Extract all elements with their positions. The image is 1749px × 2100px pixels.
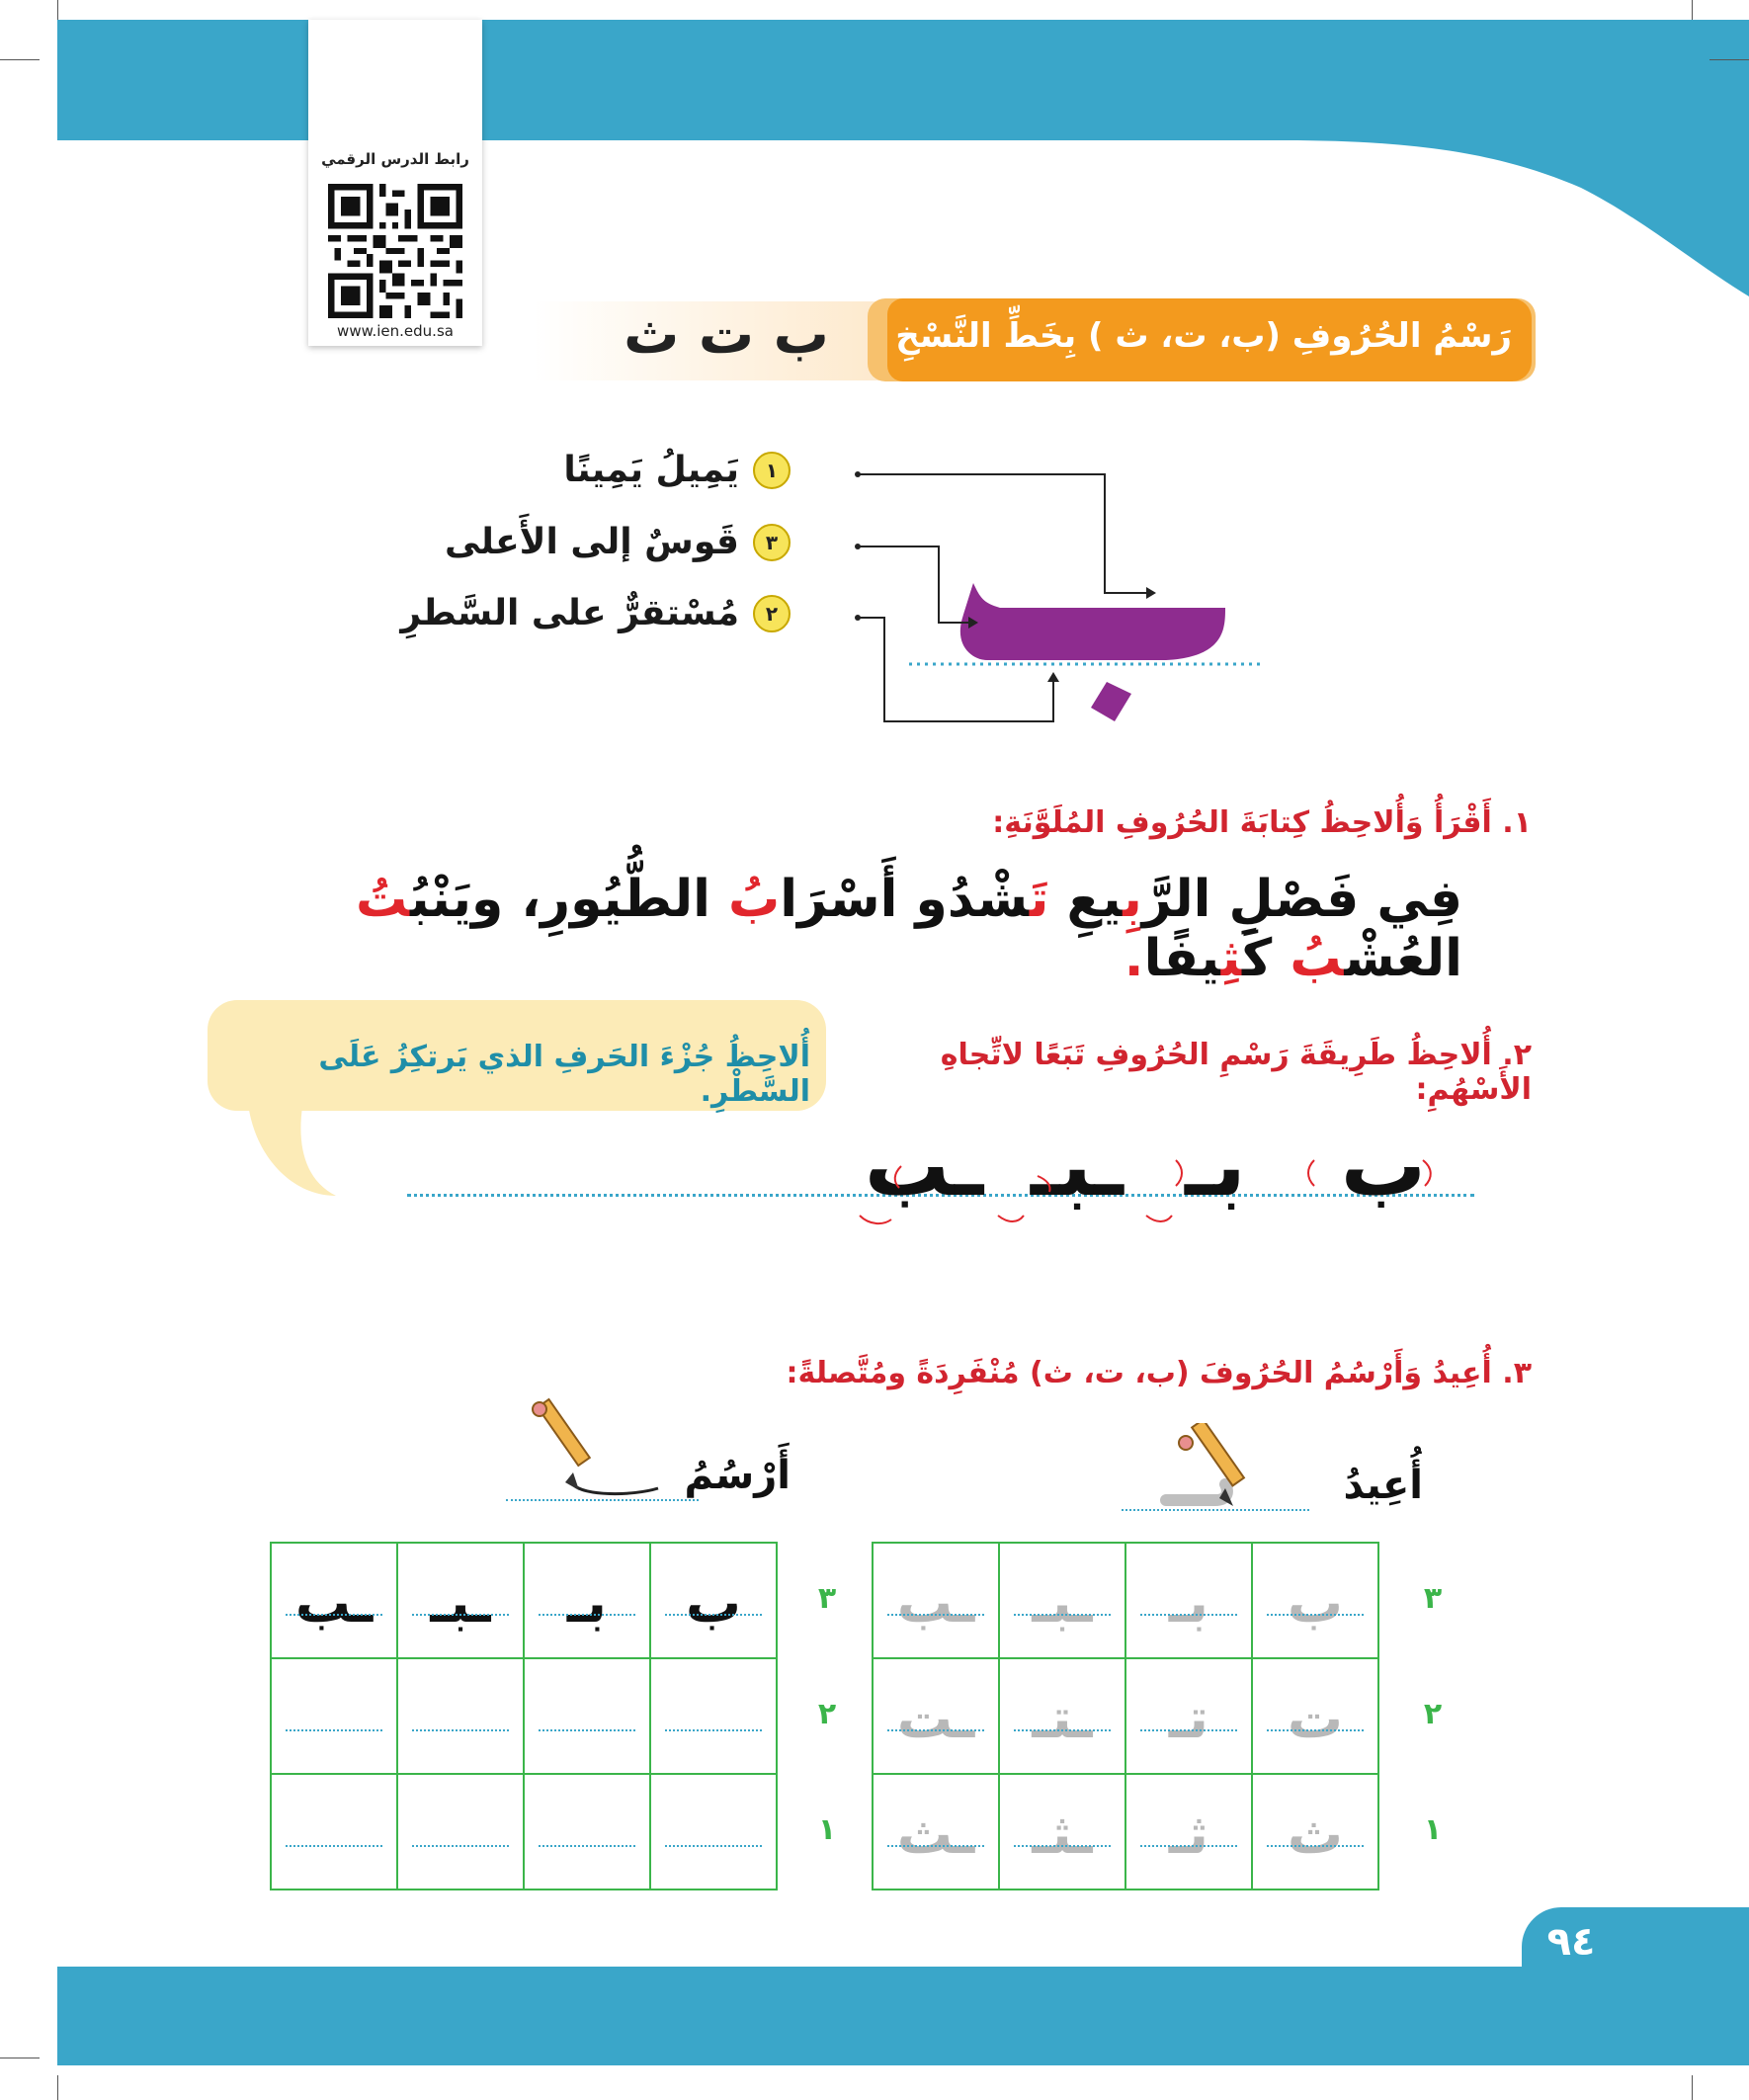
sentence-highlight: تُ [355,870,410,929]
sentence-highlight: بُ [728,870,781,929]
grid-cell[interactable] [524,1774,650,1890]
grid-cell[interactable] [397,1543,524,1658]
tip-bubble-text: أُلاحِظُ جُزْءَ الحَرفِ الذي يَرتكِزُ عَلَى السَّطْرِ. [318,1040,810,1109]
table-row [271,1658,777,1774]
sentence-part: الطُّيُورِ، ويَنْبُ [410,870,729,929]
crop-mark [1692,2075,1693,2100]
crop-mark [57,2075,58,2100]
grid-cell[interactable] [650,1658,777,1774]
qr-code-icon[interactable] [328,184,462,318]
sentence-part: يعِ [1048,870,1124,929]
sentence-part: كَ [1241,929,1291,988]
page-number: ٩٤ [1546,1919,1596,1965]
grid-cell[interactable] [650,1543,777,1658]
grid-cell[interactable] [271,1543,397,1658]
step-label: يَمِيلُ يَمِينًا [563,450,739,490]
row-number: ٣ [817,1581,837,1616]
grid-cell[interactable] [397,1774,524,1890]
row-number: ٣ [1423,1581,1443,1616]
qr-card[interactable] [308,20,482,346]
qr-title: رابط الدرس الرقمي [321,150,469,168]
step-label: مُسْتقرٌّ على السَّطرِ [400,593,739,633]
pencil-icon [524,1393,672,1512]
letter-form-isolated: ب [1340,1117,1427,1216]
trace-glyph: ـتـ [1032,1686,1093,1751]
grid-cell[interactable] [1125,1543,1252,1658]
grid-cell[interactable] [873,1658,999,1774]
grid-cell[interactable] [524,1658,650,1774]
trace-glyph: ـت [896,1686,975,1751]
top-banner-curve [1285,20,1749,296]
letter-form-medial: ـبـ [1031,1117,1124,1216]
grid-cell[interactable] [271,1774,397,1890]
model-glyph: ـب [294,1570,374,1636]
crop-mark [0,59,40,60]
step-number: ٢ [753,595,791,632]
grid-cell[interactable] [1252,1658,1378,1774]
table-row [873,1774,1378,1890]
table-row [271,1543,777,1658]
row-number: ١ [817,1812,837,1847]
trace-glyph: ث [1287,1802,1344,1867]
trace-glyph: ـثـ [1032,1802,1093,1867]
grid-cell[interactable] [1252,1543,1378,1658]
table-row [873,1543,1378,1658]
step-label: قَوسٌ إلى الأَعلى [444,522,739,562]
letter-form-initial: بـ [1185,1117,1246,1216]
repeat-label: أُعِيدُ [1343,1463,1423,1508]
step-1 [563,450,791,490]
grid-cell[interactable] [999,1658,1125,1774]
sentence-highlight: تَ [1029,870,1049,929]
draw-grid [270,1542,778,1890]
step-number: ٣ [753,524,791,561]
exercise-2-instruction: ٢. أُلاحِظُ طَرِيقَةَ رَسْمِ الحُرُوفِ تَبَعًا لاتِّجاهِ الأَسْهُمِ: [940,1038,1532,1107]
sentence-highlight: بُ [1290,929,1345,988]
letter-ba-shape [961,583,1225,660]
grid-cell[interactable] [1125,1774,1252,1890]
trace-glyph: ـبـ [1032,1570,1093,1636]
letter-form-final: ـب [864,1117,984,1216]
exercise-1-instruction: ١. أَقْرَأُ وَأُلاحِظُ كِتابَةَ الحُرُوفِ المُلَوَّنَةِ: [992,805,1532,840]
grid-cell[interactable] [873,1543,999,1658]
sentence-highlight: . [1124,929,1144,988]
trace-glyph: ب [1287,1570,1344,1636]
model-glyph: بـ [566,1570,608,1636]
model-glyph: ب [685,1570,742,1636]
crop-mark [1709,59,1749,60]
model-glyph: ـبـ [430,1570,491,1636]
row-number: ٢ [817,1697,837,1731]
step-number: ١ [753,452,791,489]
exercise-1-sentence [247,870,1462,988]
sentence-highlight: ثِ [1220,929,1242,988]
sentence-part: شْدُو أَسْرَا [780,870,1030,929]
row-number: ٢ [1423,1697,1443,1731]
sentence-part: فِي فَصْلِ الرَّ [1141,870,1462,929]
direction-arrows [840,1146,1453,1235]
sentence-highlight: بِ [1123,870,1142,929]
step-2 [400,593,791,633]
grid-cell[interactable] [524,1543,650,1658]
bottom-banner [57,1967,1749,2065]
crop-mark [1692,0,1693,20]
sentence-part: يفًا [1143,929,1221,988]
lesson-letters: ب ت ث [624,302,829,367]
trace-glyph: ت [1287,1686,1344,1751]
table-row [271,1774,777,1890]
grid-cell[interactable] [650,1774,777,1890]
trace-glyph: ـب [896,1570,975,1636]
grid-cell[interactable] [873,1774,999,1890]
grid-cell[interactable] [271,1658,397,1774]
qr-url[interactable]: www.ien.edu.sa [337,322,454,340]
pencil-icon [1156,1423,1275,1542]
grid-cell[interactable] [1125,1658,1252,1774]
trace-glyph: بـ [1168,1570,1209,1636]
trace-glyph: تـ [1168,1686,1209,1751]
grid-cell[interactable] [999,1543,1125,1658]
row-number: ١ [1423,1812,1443,1847]
table-row [873,1658,1378,1774]
draw-label: أَرْسُمُ [684,1453,791,1498]
grid-cell[interactable] [1252,1774,1378,1890]
grid-cell[interactable] [397,1658,524,1774]
trace-glyph: ثـ [1168,1802,1209,1867]
exercise-3-instruction: ٣. أُعِيدُ وَأَرْسُمُ الحُرُوفَ (ب، ت، ث) مُنْفَرِدَةً ومُتَّصلةً: [786,1356,1532,1390]
grid-cell[interactable] [999,1774,1125,1890]
lesson-title: رَسْمُ الحُرُوفِ (ب، ت، ث ) بِخَطِّ النَّسْخِ [895,316,1512,356]
crop-mark [57,0,58,20]
trace-glyph: ـث [896,1802,975,1867]
step-3 [445,522,791,562]
repeat-grid [872,1542,1379,1890]
sentence-part: العُشْ [1344,929,1462,988]
